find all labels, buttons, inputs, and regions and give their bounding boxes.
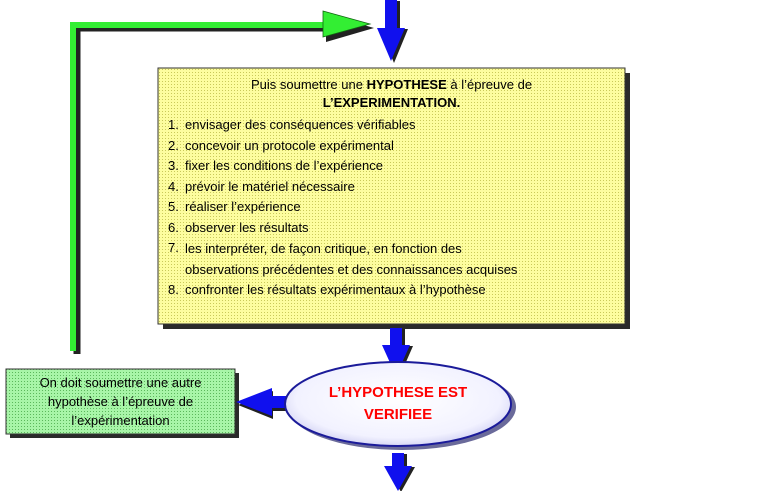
step-number: 1.: [168, 117, 179, 132]
verdict-line1: L’HYPOTHESE EST: [328, 384, 468, 401]
side-line2: hypothèse à l’épreuve de: [47, 394, 194, 409]
step-text: réaliser l’expérience: [185, 199, 301, 214]
intro-line2: L’EXPERIMENTATION.: [322, 95, 461, 110]
verdict-line2: VERIFIEE: [363, 406, 433, 423]
step-text: fixer les conditions de l’expérience: [185, 158, 383, 173]
steps-list: [168, 115, 615, 301]
intro-prefix: Puis soumettre une: [250, 77, 367, 92]
step-text: observer les résultats: [185, 219, 309, 235]
intro-bold: HYPOTHESE: [366, 77, 447, 92]
step-number: 8.: [168, 282, 179, 297]
step-number: 2.: [168, 137, 179, 153]
top-down-arrow: [377, 0, 408, 63]
step-text-line1: les interpréter, de façon critique, en fonction des: [185, 241, 462, 256]
alternative-hypothesis-box: [6, 369, 235, 434]
step-text: prévoir le matériel nécessaire: [185, 178, 355, 194]
step-text: [185, 238, 615, 280]
step-text-line2: observations précédentes et des connaissances acquises: [185, 262, 518, 277]
step-item: [168, 197, 615, 218]
step-item: [168, 136, 615, 157]
step-number: 7.: [168, 240, 179, 255]
step-item: [168, 156, 615, 177]
step-item: [168, 177, 615, 198]
step-text: concevoir un protocole expérimental: [185, 137, 394, 153]
experimentation-box: [158, 68, 625, 324]
verdict-label: [303, 382, 493, 426]
step-item: [168, 115, 615, 136]
bottom-down-arrow: [384, 453, 415, 491]
step-number: 4.: [168, 178, 179, 194]
side-line3: l’expérimentation: [71, 413, 170, 428]
step-number: 5.: [168, 199, 179, 214]
step-text: envisager des conséquences vérifiables: [185, 117, 416, 132]
step-number: 6.: [168, 219, 179, 235]
step-item: [168, 218, 615, 239]
step-text: confronter les résultats expérimentaux à l’hypothèse: [185, 282, 486, 297]
side-line1: On doit soumettre une autre: [39, 375, 202, 390]
intro-suffix: à l’épreuve de: [446, 77, 533, 92]
step-number: 3.: [168, 158, 179, 173]
step-item: [168, 238, 615, 280]
step-item: [168, 280, 615, 301]
main-intro: [168, 76, 615, 112]
